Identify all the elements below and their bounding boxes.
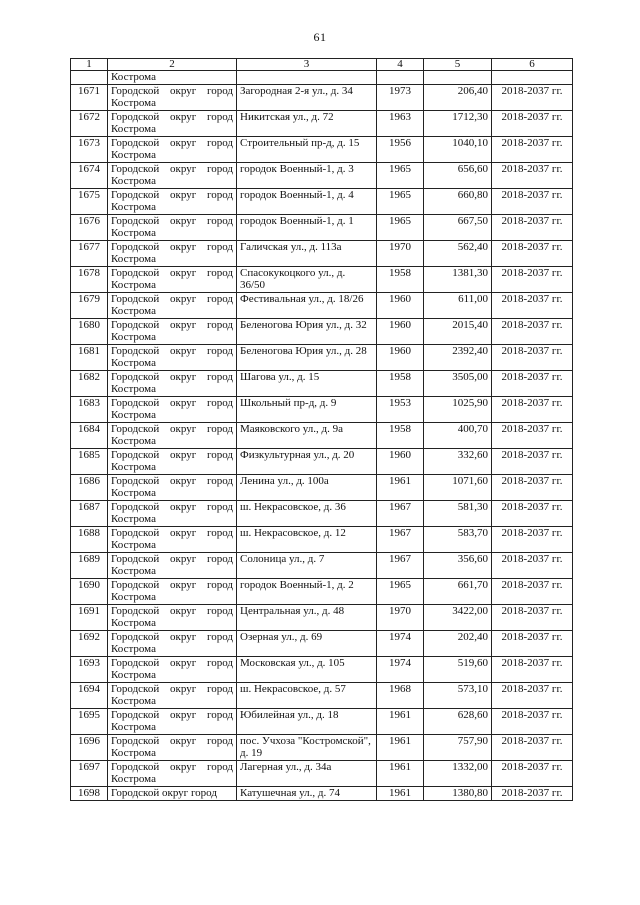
cell-number <box>71 71 108 85</box>
cell-period: 2018-2037 гг. <box>492 735 573 761</box>
cell-year: 1963 <box>377 111 424 137</box>
cell-address: городок Военный-1, д. 3 <box>237 163 377 189</box>
cell-area: 206,40 <box>424 85 492 111</box>
cell-area: 1381,30 <box>424 267 492 293</box>
cell-period: 2018-2037 гг. <box>492 111 573 137</box>
cell-address: Озерная ул., д. 69 <box>237 631 377 657</box>
cell-number: 1674 <box>71 163 108 189</box>
cell-period: 2018-2037 гг. <box>492 501 573 527</box>
table-row <box>71 293 573 319</box>
cell-number: 1689 <box>71 553 108 579</box>
cell-municipality: Городской округ город <box>108 787 237 801</box>
cell-municipality: Городской округ город Кострома <box>108 111 237 137</box>
cell-address: Школьный пр-д, д. 9 <box>237 397 377 423</box>
cell-area: 3505,00 <box>424 371 492 397</box>
cell-address: Беленогова Юрия ул., д. 28 <box>237 345 377 371</box>
cell-year: 1961 <box>377 475 424 501</box>
cell-municipality: Кострома <box>108 71 237 85</box>
cell-year: 1961 <box>377 735 424 761</box>
cell-municipality: Городской округ город Кострома <box>108 241 237 267</box>
cell-year: 1960 <box>377 449 424 475</box>
cell-area: 1380,80 <box>424 787 492 801</box>
cell-area: 656,60 <box>424 163 492 189</box>
cell-area: 519,60 <box>424 657 492 683</box>
table-row <box>71 241 573 267</box>
cell-area <box>424 71 492 85</box>
table-row <box>71 85 573 111</box>
cell-period: 2018-2037 гг. <box>492 189 573 215</box>
cell-address: Ленина ул., д. 100а <box>237 475 377 501</box>
cell-municipality: Городской округ город Кострома <box>108 501 237 527</box>
cell-municipality: Городской округ город Кострома <box>108 189 237 215</box>
table-row <box>71 683 573 709</box>
cell-year: 1967 <box>377 501 424 527</box>
cell-municipality: Городской округ город Кострома <box>108 371 237 397</box>
cell-area: 581,30 <box>424 501 492 527</box>
cell-municipality: Городской округ город Кострома <box>108 553 237 579</box>
cell-address: Центральная ул., д. 48 <box>237 605 377 631</box>
cell-area: 628,60 <box>424 709 492 735</box>
cell-municipality: Городской округ город Кострома <box>108 761 237 787</box>
table-row <box>71 709 573 735</box>
cell-address: Фестивальная ул., д. 18/26 <box>237 293 377 319</box>
cell-area: 356,60 <box>424 553 492 579</box>
cell-area: 757,90 <box>424 735 492 761</box>
cell-period: 2018-2037 гг. <box>492 605 573 631</box>
cell-address: Юбилейная ул., д. 18 <box>237 709 377 735</box>
table-row <box>71 319 573 345</box>
table-row <box>71 657 573 683</box>
cell-municipality: Городской округ город Кострома <box>108 137 237 163</box>
cell-number: 1679 <box>71 293 108 319</box>
cell-address: городок Военный-1, д. 4 <box>237 189 377 215</box>
table-row <box>71 371 573 397</box>
cell-municipality: Городской округ город Кострома <box>108 423 237 449</box>
cell-area: 1025,90 <box>424 397 492 423</box>
table-row <box>71 735 573 761</box>
housing-table <box>70 58 573 801</box>
header-col-1: 1 <box>71 59 108 71</box>
cell-year: 1956 <box>377 137 424 163</box>
cell-year: 1958 <box>377 267 424 293</box>
cell-year: 1960 <box>377 345 424 371</box>
cell-year: 1961 <box>377 709 424 735</box>
table-row <box>71 215 573 241</box>
cell-year: 1967 <box>377 527 424 553</box>
table-row <box>71 631 573 657</box>
cell-area: 562,40 <box>424 241 492 267</box>
cell-period: 2018-2037 гг. <box>492 579 573 605</box>
cell-period: 2018-2037 гг. <box>492 631 573 657</box>
table-row <box>71 189 573 215</box>
table-row <box>71 267 573 293</box>
table-row <box>71 163 573 189</box>
cell-number: 1698 <box>71 787 108 801</box>
cell-address: Лагерная ул., д. 34а <box>237 761 377 787</box>
cell-period: 2018-2037 гг. <box>492 423 573 449</box>
header-col-2: 2 <box>108 59 237 71</box>
cell-period: 2018-2037 гг. <box>492 397 573 423</box>
cell-number: 1677 <box>71 241 108 267</box>
cell-number: 1693 <box>71 657 108 683</box>
cell-municipality: Городской округ город Кострома <box>108 293 237 319</box>
cell-address: Никитская ул., д. 72 <box>237 111 377 137</box>
cell-number: 1695 <box>71 709 108 735</box>
cell-address: Московская ул., д. 105 <box>237 657 377 683</box>
header-row <box>71 59 573 71</box>
cell-municipality: Городской округ город Кострома <box>108 735 237 761</box>
cell-number: 1684 <box>71 423 108 449</box>
cell-number: 1694 <box>71 683 108 709</box>
table-row <box>71 761 573 787</box>
cell-municipality: Городской округ город Кострома <box>108 215 237 241</box>
header-col-4: 4 <box>377 59 424 71</box>
table-row <box>71 475 573 501</box>
cell-number: 1683 <box>71 397 108 423</box>
cell-area: 1712,30 <box>424 111 492 137</box>
cell-number: 1696 <box>71 735 108 761</box>
cell-year: 1958 <box>377 371 424 397</box>
cell-number: 1676 <box>71 215 108 241</box>
cell-address: Солоница ул., д. 7 <box>237 553 377 579</box>
cell-number: 1685 <box>71 449 108 475</box>
cell-number: 1690 <box>71 579 108 605</box>
cell-municipality: Городской округ город Кострома <box>108 579 237 605</box>
cell-area: 1332,00 <box>424 761 492 787</box>
cell-area: 202,40 <box>424 631 492 657</box>
cell-year: 1953 <box>377 397 424 423</box>
cell-municipality: Городской округ город Кострома <box>108 163 237 189</box>
cell-period: 2018-2037 гг. <box>492 137 573 163</box>
cell-period: 2018-2037 гг. <box>492 709 573 735</box>
cell-year: 1968 <box>377 683 424 709</box>
cell-area: 667,50 <box>424 215 492 241</box>
cell-number: 1671 <box>71 85 108 111</box>
cell-period: 2018-2037 гг. <box>492 319 573 345</box>
cell-period: 2018-2037 гг. <box>492 371 573 397</box>
table-row <box>71 397 573 423</box>
cell-address: городок Военный-1, д. 1 <box>237 215 377 241</box>
cell-period: 2018-2037 гг. <box>492 163 573 189</box>
cell-address: ш. Некрасовское, д. 12 <box>237 527 377 553</box>
cell-number: 1672 <box>71 111 108 137</box>
cell-municipality: Городской округ город Кострома <box>108 449 237 475</box>
cell-period: 2018-2037 гг. <box>492 345 573 371</box>
cell-area: 400,70 <box>424 423 492 449</box>
cell-period: 2018-2037 гг. <box>492 85 573 111</box>
cell-municipality: Городской округ город Кострома <box>108 631 237 657</box>
cell-year: 1961 <box>377 787 424 801</box>
cell-period: 2018-2037 гг. <box>492 449 573 475</box>
cell-address: пос. Учхоза "Костромской", д. 19 <box>237 735 377 761</box>
cell-number: 1692 <box>71 631 108 657</box>
cell-address: городок Военный-1, д. 2 <box>237 579 377 605</box>
cell-municipality: Городской округ город Кострома <box>108 397 237 423</box>
cell-area: 1040,10 <box>424 137 492 163</box>
table-row <box>71 111 573 137</box>
cell-period: 2018-2037 гг. <box>492 787 573 801</box>
cell-area: 1071,60 <box>424 475 492 501</box>
table-row <box>71 553 573 579</box>
cell-address: Физкультурная ул., д. 20 <box>237 449 377 475</box>
cell-address: ш. Некрасовское, д. 57 <box>237 683 377 709</box>
cell-address: Беленогова Юрия ул., д. 32 <box>237 319 377 345</box>
cell-period: 2018-2037 гг. <box>492 267 573 293</box>
cell-municipality: Городской округ город Кострома <box>108 345 237 371</box>
cell-municipality: Городской округ город Кострома <box>108 709 237 735</box>
cell-period: 2018-2037 гг. <box>492 215 573 241</box>
table-row <box>71 449 573 475</box>
cell-number: 1687 <box>71 501 108 527</box>
cell-year: 1965 <box>377 215 424 241</box>
cell-number: 1688 <box>71 527 108 553</box>
cell-municipality: Городской округ город Кострома <box>108 683 237 709</box>
table-row <box>71 345 573 371</box>
table-row <box>71 527 573 553</box>
cell-period: 2018-2037 гг. <box>492 657 573 683</box>
cell-municipality: Городской округ город Кострома <box>108 319 237 345</box>
cell-area: 583,70 <box>424 527 492 553</box>
cell-number: 1686 <box>71 475 108 501</box>
cell-area: 573,10 <box>424 683 492 709</box>
cell-year: 1965 <box>377 189 424 215</box>
cell-period: 2018-2037 гг. <box>492 293 573 319</box>
cell-number: 1678 <box>71 267 108 293</box>
cell-number: 1675 <box>71 189 108 215</box>
cell-municipality: Городской округ город Кострома <box>108 267 237 293</box>
cell-period: 2018-2037 гг. <box>492 241 573 267</box>
table-row <box>71 423 573 449</box>
cell-year: 1967 <box>377 553 424 579</box>
cell-address: Спасокукоцкого ул., д. 36/50 <box>237 267 377 293</box>
cell-address: ш. Некрасовское, д. 36 <box>237 501 377 527</box>
header-col-5: 5 <box>424 59 492 71</box>
table-body <box>71 71 573 801</box>
cell-year: 1961 <box>377 761 424 787</box>
cell-address: Шагова ул., д. 15 <box>237 371 377 397</box>
cell-address: Галичская ул., д. 113а <box>237 241 377 267</box>
cell-period: 2018-2037 гг. <box>492 527 573 553</box>
table-row <box>71 605 573 631</box>
cell-area: 661,70 <box>424 579 492 605</box>
cell-number: 1681 <box>71 345 108 371</box>
cell-year: 1965 <box>377 579 424 605</box>
header-col-3: 3 <box>237 59 377 71</box>
cell-period: 2018-2037 гг. <box>492 475 573 501</box>
cell-address: Строительный пр-д, д. 15 <box>237 137 377 163</box>
cell-year: 1960 <box>377 319 424 345</box>
cell-year: 1958 <box>377 423 424 449</box>
cell-year: 1965 <box>377 163 424 189</box>
cell-municipality: Городской округ город Кострома <box>108 657 237 683</box>
cell-year: 1973 <box>377 85 424 111</box>
cell-year <box>377 71 424 85</box>
cell-area: 2015,40 <box>424 319 492 345</box>
cell-number: 1697 <box>71 761 108 787</box>
cell-year: 1970 <box>377 241 424 267</box>
table-row <box>71 579 573 605</box>
cell-period: 2018-2037 гг. <box>492 553 573 579</box>
cell-municipality: Городской округ город Кострома <box>108 85 237 111</box>
header-col-6: 6 <box>492 59 573 71</box>
cell-period <box>492 71 573 85</box>
cell-number: 1680 <box>71 319 108 345</box>
cell-period: 2018-2037 гг. <box>492 761 573 787</box>
cell-address: Загородная 2-я ул., д. 34 <box>237 85 377 111</box>
cell-number: 1682 <box>71 371 108 397</box>
cell-municipality: Городской округ город Кострома <box>108 527 237 553</box>
table-row <box>71 501 573 527</box>
table-row <box>71 137 573 163</box>
cell-number: 1673 <box>71 137 108 163</box>
cell-address: Маяковского ул., д. 9а <box>237 423 377 449</box>
cell-year: 1974 <box>377 631 424 657</box>
cell-area: 611,00 <box>424 293 492 319</box>
cell-period: 2018-2037 гг. <box>492 683 573 709</box>
page-number: 61 <box>313 30 327 44</box>
continued-row <box>71 71 573 85</box>
cell-year: 1960 <box>377 293 424 319</box>
cell-municipality: Городской округ город Кострома <box>108 475 237 501</box>
cell-address <box>237 71 377 85</box>
cell-year: 1974 <box>377 657 424 683</box>
cell-municipality: Городской округ город Кострома <box>108 605 237 631</box>
table-row <box>71 787 573 801</box>
cell-area: 2392,40 <box>424 345 492 371</box>
cell-area: 660,80 <box>424 189 492 215</box>
cell-address: Катушечная ул., д. 74 <box>237 787 377 801</box>
cell-number: 1691 <box>71 605 108 631</box>
cell-year: 1970 <box>377 605 424 631</box>
cell-area: 3422,00 <box>424 605 492 631</box>
cell-area: 332,60 <box>424 449 492 475</box>
